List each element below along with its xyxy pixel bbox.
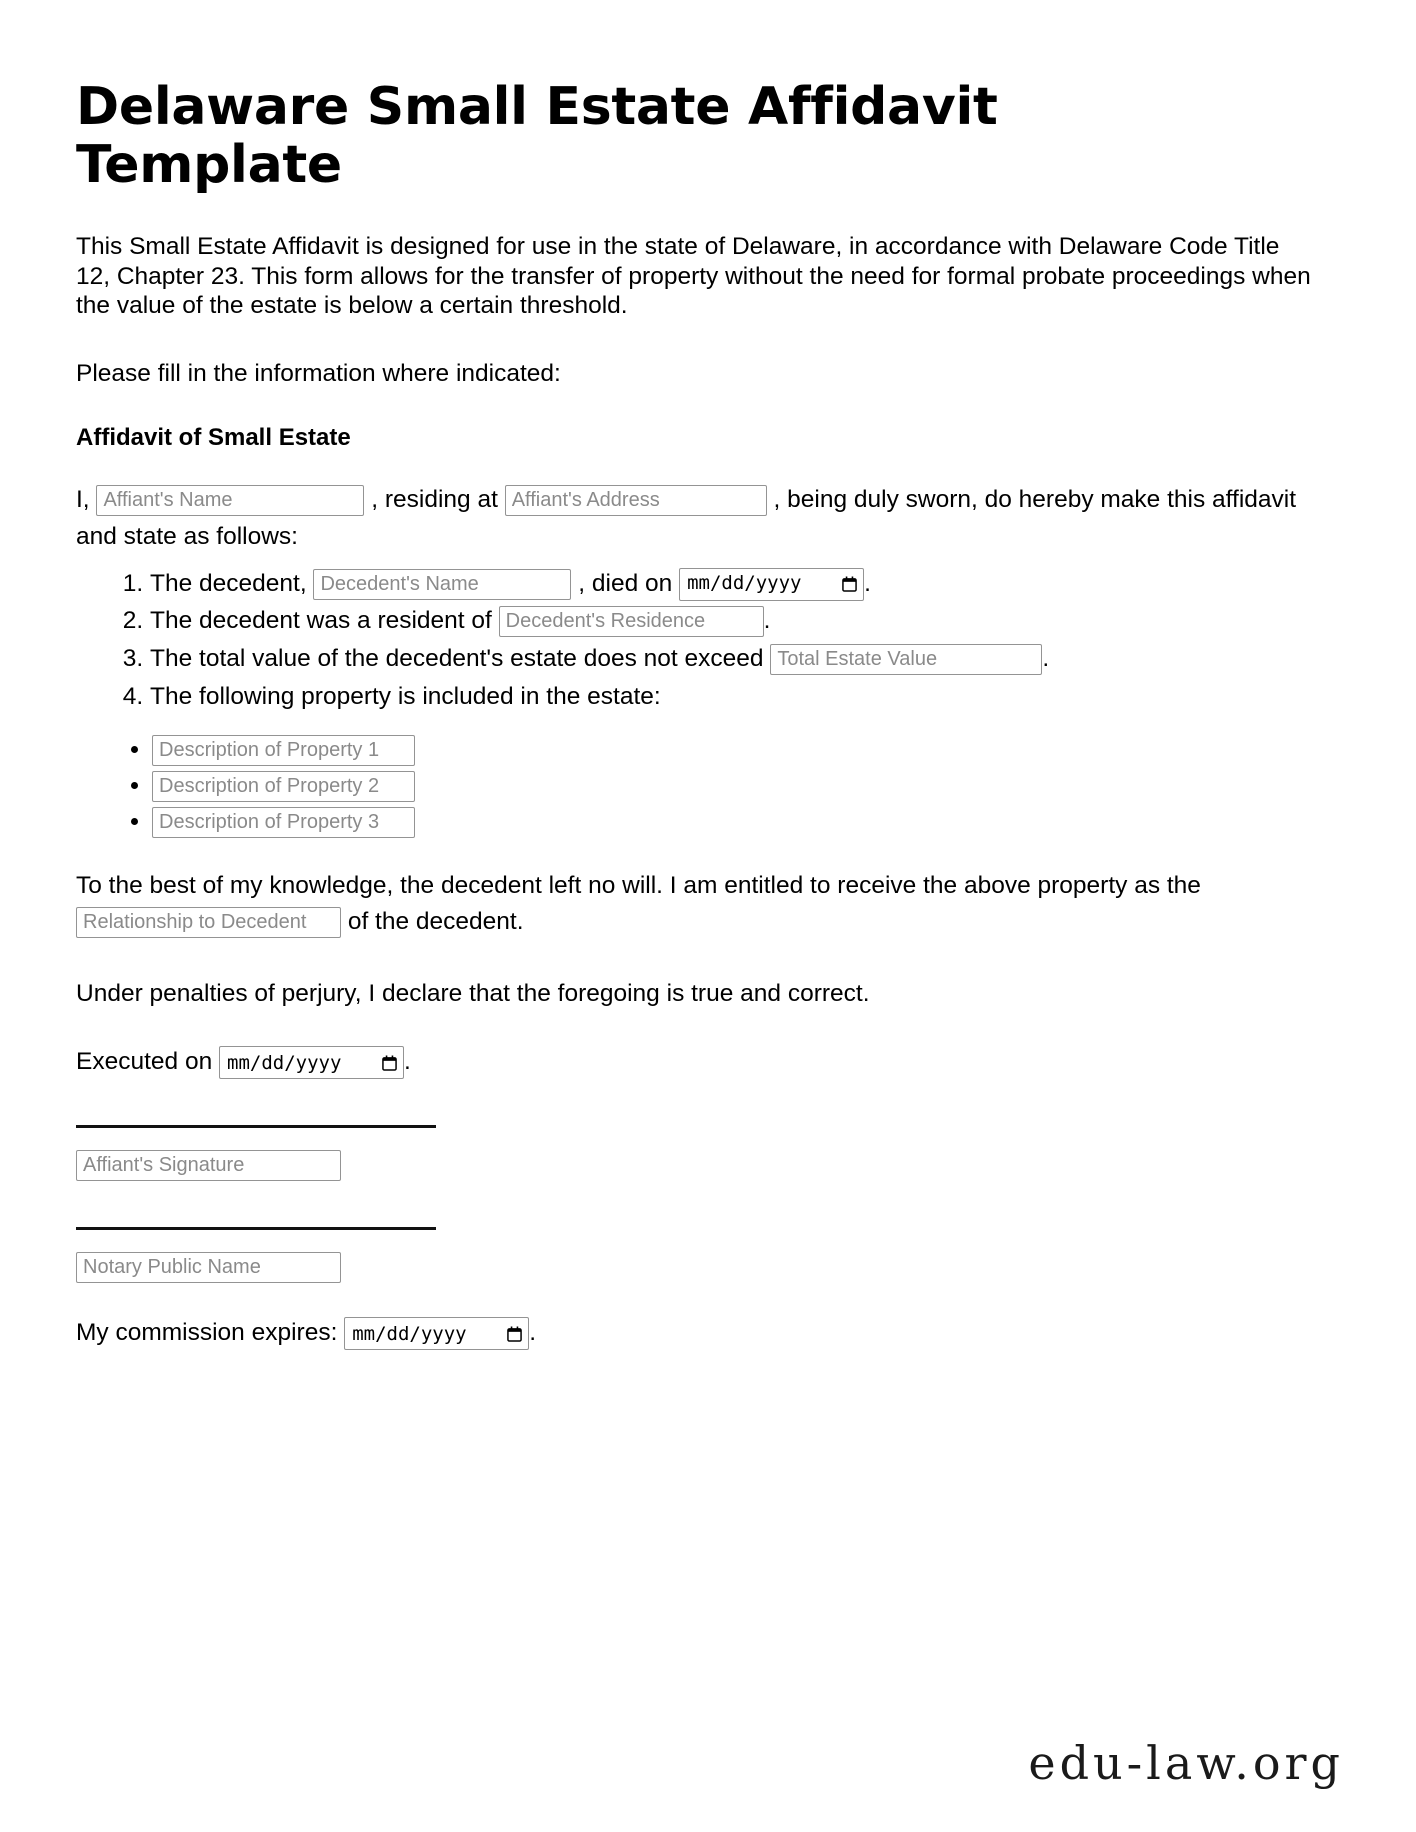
claims-list [76, 566, 1340, 715]
execution-date-text: mm/dd/yyyy [227, 1051, 342, 1074]
claim-item-2 [150, 603, 1340, 639]
calendar-icon [842, 576, 857, 592]
execution-line [76, 1046, 1340, 1079]
execution-tail-label: . [404, 1048, 411, 1076]
executed-on-label: Executed on [76, 1048, 213, 1076]
notary-public-name-input[interactable] [76, 1252, 341, 1283]
perjury-statement: Under penalties of perjury, I declare that the foregoing is true and correct. [76, 980, 870, 1008]
decedent-name-input[interactable] [313, 569, 571, 600]
claim-item-1 [150, 566, 1340, 602]
decedent-residence-input[interactable] [499, 606, 764, 637]
calendar-icon [507, 1326, 522, 1342]
affiant-statement [76, 482, 1326, 556]
claim3-lead-label: The total value of the decedent's estate does not exceed [150, 645, 764, 673]
claim1-tail-label: . [864, 569, 871, 597]
entitlement-statement [76, 868, 1326, 942]
entitlement-tail-label: of the decedent. [347, 908, 524, 936]
claim-item-3 [150, 641, 1340, 677]
commission-expiry-line [76, 1317, 1340, 1350]
total-estate-value-input[interactable] [770, 644, 1042, 675]
affiant-name-input[interactable] [96, 485, 364, 516]
claim3-tail-label: . [1042, 645, 1050, 673]
claim4-lead-label: The following property is included in the estate: [150, 682, 661, 710]
commission-expiry-date-text: mm/dd/yyyy [352, 1322, 467, 1345]
property-description-2-input[interactable] [152, 771, 415, 802]
property-list [76, 735, 1340, 838]
commission-expiry-date-input[interactable] [344, 1317, 529, 1350]
property-description-1-input[interactable] [152, 735, 415, 766]
claim2-tail-label: . [763, 607, 771, 635]
list-item [152, 735, 1340, 766]
property-description-3-input[interactable] [152, 807, 415, 838]
section-heading: Affidavit of Small Estate [76, 424, 351, 452]
date-of-death-text: mm/dd/yyyy [687, 572, 802, 595]
site-watermark: edu-law.org [1028, 1736, 1344, 1790]
instruction-text: Please fill in the information where indicated: [76, 359, 561, 387]
relationship-to-decedent-input[interactable] [76, 907, 341, 938]
commission-tail-label: . [529, 1319, 537, 1347]
notary-name-field-wrap [76, 1252, 1340, 1283]
affiant-address-input[interactable] [505, 485, 767, 516]
affiant-suffix-label: , being duly sworn, do hereby make this affidavit and state as follows: [76, 486, 1297, 550]
affiant-prefix-label: I, [76, 486, 90, 514]
affiant-signature-input[interactable] [76, 1150, 341, 1181]
claim1-lead-label: The decedent, [150, 569, 307, 597]
execution-date-input[interactable] [219, 1046, 404, 1079]
page-title: Delaware Small Estate Affidavit Template [76, 77, 998, 196]
calendar-icon [382, 1055, 397, 1071]
claim1-mid-label: , died on [578, 569, 673, 597]
entitlement-lead-label: To the best of my knowledge, the decedent left no will. I am entitled to receive the above property as the [76, 871, 1201, 899]
notary-signature-rule [76, 1227, 436, 1230]
list-item [152, 807, 1340, 838]
commission-expires-label: My commission expires: [76, 1319, 338, 1347]
date-of-death-input[interactable] [679, 568, 864, 601]
intro-paragraph: This Small Estate Affidavit is designed for use in the state of Delaware, in accordance with Delaware Code Title 12, Chapter 23. This form allows for the transfer of property without the need for formal probate proceedings when the value of the estate is below a certain threshold. [76, 233, 1311, 320]
list-item [152, 771, 1340, 802]
claim2-lead-label: The decedent was a resident of [150, 607, 492, 635]
claim-item-4 [150, 679, 1340, 715]
affiant-signature-rule [76, 1125, 436, 1128]
affiant-mid-label: , residing at [371, 486, 498, 514]
affiant-signature-field-wrap [76, 1150, 1340, 1181]
